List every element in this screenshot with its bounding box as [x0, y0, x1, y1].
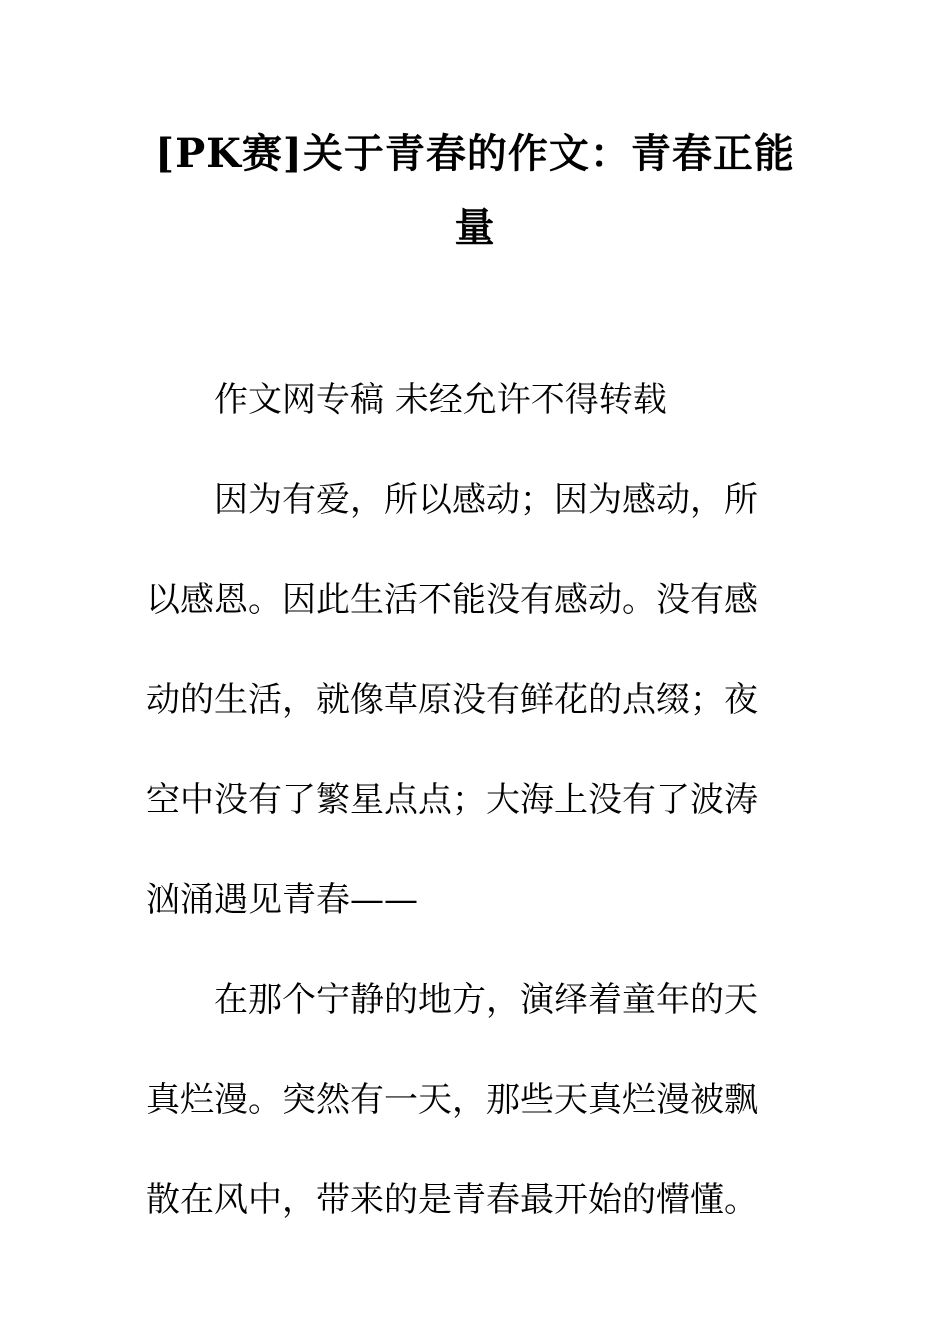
- paragraph-2-line-3: 散在风中，带来的是青春最开始的懵懂。: [146, 1180, 758, 1220]
- paragraph-1-line-4: 空中没有了繁星点点；大海上没有了波涛: [146, 780, 758, 820]
- paragraph-2-line-1: 在那个宁静的地方，演绎着童年的天: [214, 980, 758, 1020]
- paragraph-1-line-1: 因为有爱，所以感动；因为感动，所: [214, 480, 758, 520]
- document-title-line-2: 量: [454, 204, 496, 251]
- paragraph-1-line-2: 以感恩。因此生活不能没有感动。没有感: [146, 580, 758, 620]
- paragraph-1-line-5: 汹涌遇见青春——: [146, 880, 418, 920]
- paragraph-2-line-2: 真烂漫。突然有一天，那些天真烂漫被飘: [146, 1080, 758, 1120]
- document-title-line-1: [PK赛]关于青春的作文：青春正能: [155, 130, 795, 177]
- paragraph-1-line-3: 动的生活，就像草原没有鲜花的点缀；夜: [146, 680, 758, 720]
- byline: 作文网专稿 未经允许不得转载: [214, 380, 667, 420]
